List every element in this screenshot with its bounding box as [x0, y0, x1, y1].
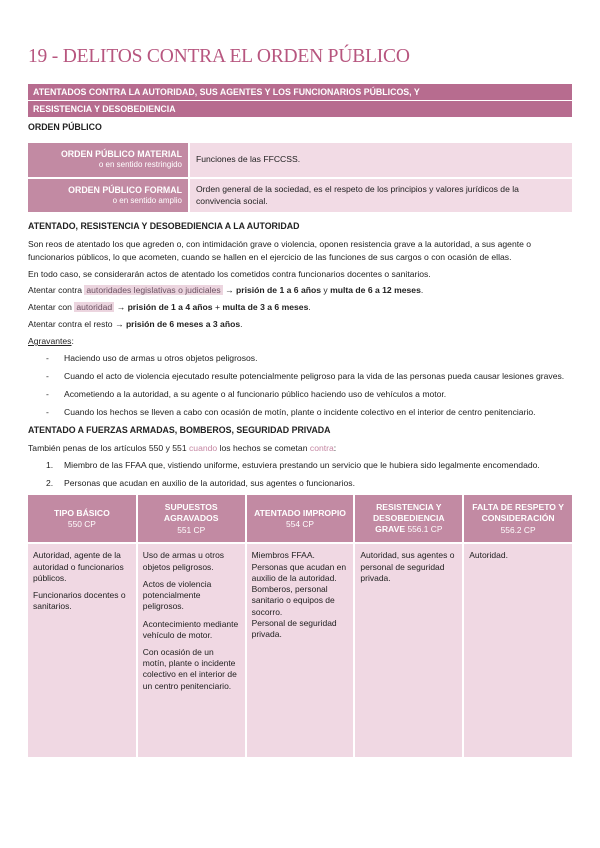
agravantes-text: Agravantes — [28, 336, 72, 347]
orden-key: ORDEN PÚBLICO MATERIAL — [60, 149, 182, 160]
text: Atentar contra — [28, 285, 85, 296]
cell-item: Miembros FFAA. — [251, 550, 315, 561]
numbered-list — [28, 459, 572, 490]
list-item — [28, 459, 572, 472]
header-article: 551 CP — [177, 524, 206, 535]
penalty-fine: multa de 6 a 12 meses — [330, 285, 421, 296]
header-title: ATENTADO IMPROPIO — [254, 507, 346, 518]
cell-item: Funcionarios docentes o sanitarios. — [33, 590, 126, 612]
section1-heading: ATENTADO, RESISTENCIA Y DESOBEDIENCIA A LA AUTORIDAD — [28, 220, 300, 231]
pink-text: cuando — [189, 442, 218, 453]
table-row — [28, 179, 572, 212]
list-item: - Cuando el acto de violencia ejecutado resulte potencialmente peligroso para la vida de las personas pueda causar lesiones graves. — [28, 370, 572, 383]
column-header — [354, 495, 463, 543]
list-item — [28, 477, 572, 490]
text: . — [240, 319, 243, 330]
text: : — [333, 442, 337, 453]
text: . — [420, 285, 424, 296]
section2-heading: ATENTADO A FUERZAS ARMADAS, BOMBEROS, SEGURIDAD PRIVADA — [28, 424, 331, 435]
cell-item: Uso de armas u otros objetos peligrosos. — [142, 550, 225, 572]
pink-text: contra — [309, 442, 334, 453]
cell-item: Con ocasión de un motín, plante o incidente colectivo en el interior de un centro penitenciario. — [142, 646, 237, 691]
orden-key-sub: o en sentido restringido — [98, 160, 182, 170]
penalty-line-3 — [28, 318, 572, 331]
column-header — [246, 495, 355, 543]
header-article: 550 CP — [67, 519, 96, 530]
orden-key-sub: o en sentido amplio — [112, 195, 182, 205]
cell-item: Autoridad. — [469, 550, 508, 561]
header-article: 556.1 CP — [407, 524, 443, 535]
cell-item: Personas que acudan en auxilio de la autoridad. — [251, 561, 347, 583]
text: Atentar con — [28, 302, 75, 313]
table-cell — [246, 543, 355, 757]
column-header — [28, 495, 137, 543]
penalty-prison: prisión de 1 a 4 años — [127, 302, 213, 313]
text: . — [308, 302, 311, 313]
section-band-line1: ATENTADOS CONTRA LA AUTORIDAD, SUS AGENTES Y LOS FUNCIONARIOS PÚBLICOS, Y — [28, 84, 572, 100]
header-title: SUPUESTOS AGRAVADOS — [163, 502, 219, 524]
table-row — [28, 543, 572, 757]
cell-item: Acontecimiento mediante vehículo de motor. — [142, 618, 239, 640]
penalty-line-1 — [28, 284, 572, 297]
cell-item: Bomberos, personal sanitario o equipos de socorro. — [251, 584, 335, 617]
cell-item: Autoridad, sus agentes o personal de seguridad privada. — [360, 550, 455, 583]
text: + — [212, 302, 223, 313]
list-item: - Haciendo uso de armas u otros objetos peligrosos. — [28, 352, 572, 365]
agravantes-list — [28, 352, 572, 419]
orden-key: ORDEN PÚBLICO FORMAL — [68, 184, 182, 195]
column-header — [137, 495, 246, 543]
orden-publico-table — [28, 141, 572, 214]
agravantes-label — [28, 335, 572, 348]
highlight: autoridad — [76, 302, 113, 313]
table-cell — [354, 543, 463, 757]
penalty-prison: prisión de 6 meses a 3 años — [125, 319, 241, 330]
header-title: RESISTENCIA Y DESOBEDIENCIA GRAVE — [372, 502, 445, 535]
orden-publico-heading: ORDEN PÚBLICO — [28, 122, 102, 133]
header-title: TIPO BÁSICO — [53, 507, 110, 518]
orden-value: Orden general de la sociedad, es el respeto de los principios y valores jurídicos de la convivencia social. — [188, 179, 572, 212]
table-cell — [463, 543, 572, 757]
list-item: - Cuando los hechos se lleven a cabo con ocasión de motín, plante o incidente colectivo en el interior de centro penitenciario. — [28, 406, 572, 419]
list-item: - Acometiendo a la autoridad, a su agente o al funcionario público haciendo uso de vehículos a motor. — [28, 388, 572, 401]
penalty-line-2 — [28, 301, 572, 314]
cell-item: Actos de violencia potencialmente peligrosos. — [142, 578, 212, 612]
penalty-fine: multa de 3 a 6 meses — [222, 302, 309, 313]
list-text: Miembro de las FFAA que, vistiendo uniforme, estuviera prestando un servicio que le hubiera sido legalmente encomendado. — [64, 459, 540, 470]
text: También penas de los artículos 550 y 551 — [28, 442, 189, 453]
table-cell — [137, 543, 246, 757]
header-article: 554 CP — [286, 519, 314, 530]
text: Atentar contra el resto — [28, 319, 113, 330]
orden-value: Funciones de las FFCCSS. — [188, 143, 572, 177]
paragraph: En todo caso, se considerarán actos de atentado los cometidos contra funcionarios docentes o sanitarios. — [28, 268, 431, 279]
cell-item: Autoridad, agente de la autoridad o funcionarios públicos. — [33, 550, 124, 583]
orden-key-cell — [28, 143, 188, 177]
arrow: → — [222, 285, 236, 296]
column-header — [463, 495, 572, 543]
list-text: Personas que acudan en auxilio de la autoridad, sus agentes o funcionarios. — [64, 477, 355, 488]
text: : — [71, 336, 74, 347]
section-band-line2: RESISTENCIA Y DESOBEDIENCIA — [28, 101, 572, 117]
table-header-row — [28, 495, 572, 543]
table-cell — [28, 543, 137, 757]
section2-intro — [28, 442, 572, 455]
paragraph: Son reos de atentado los que agreden o, con intimidación grave o violencia, oponen resistencia grave a la autoridad, a sus agente o funcionarios públicos, lo que acometen, cuando se hallen en el ejercicio de las funciones de sus cargos o con ocasión de ellas. — [28, 238, 532, 262]
cell-item: Personal de seguridad privada. — [251, 617, 337, 639]
table-row — [28, 143, 572, 177]
list-number: 1. — [46, 459, 54, 470]
header-title: FALTA DE RESPETO Y CONSIDERACIÓN — [472, 502, 564, 524]
header-article: 556.2 CP — [500, 524, 536, 535]
text: los hechos se cometan — [217, 442, 310, 453]
summary-table — [28, 495, 572, 757]
list-number: 2. — [46, 477, 54, 488]
orden-key-cell — [28, 179, 188, 212]
arrow: → — [112, 319, 126, 330]
text: y — [321, 285, 331, 296]
arrow: → — [114, 302, 128, 313]
penalty-prison: prisión de 1 a 6 años — [236, 285, 322, 296]
highlight: autoridades legislativas o judiciales — [86, 285, 221, 296]
page-title: 19 - DELITOS CONTRA EL ORDEN PÚBLICO — [28, 46, 410, 67]
